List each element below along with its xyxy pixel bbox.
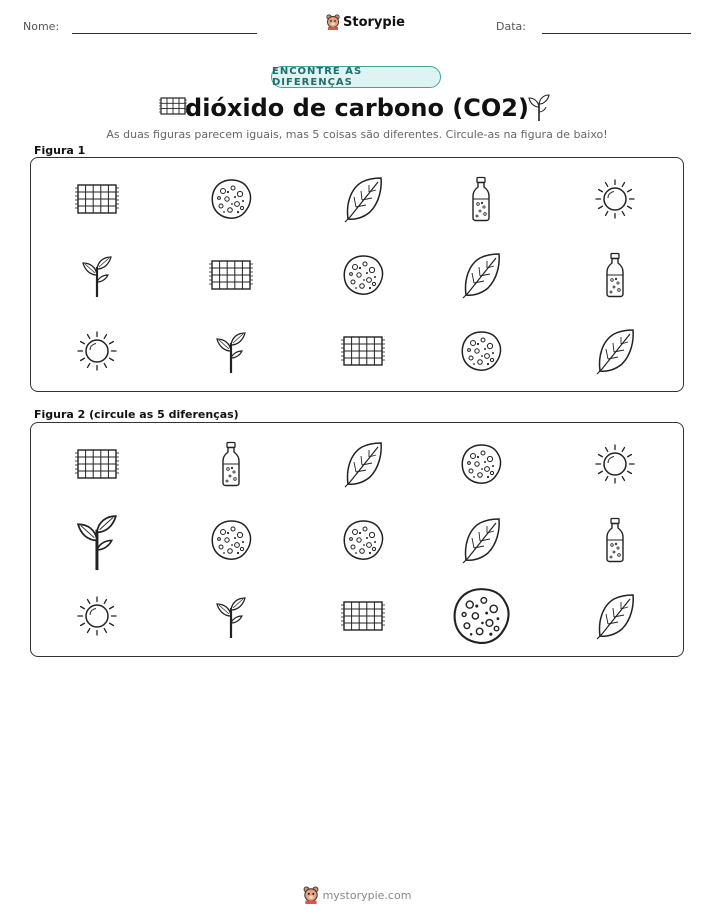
figure-1-leaf-icon[interactable] bbox=[332, 168, 394, 230]
logo-text: Storypie bbox=[343, 14, 405, 30]
date-line[interactable] bbox=[542, 33, 691, 34]
activity-badge: ENCONTRE AS DIFERENÇAS bbox=[271, 66, 441, 88]
figure-2-label: Figura 2 (circule as 5 diferenças) bbox=[34, 408, 239, 421]
figure-1-label: Figura 1 bbox=[34, 144, 86, 157]
storypie-logo bbox=[326, 14, 405, 30]
figure-2-cookie-large-icon[interactable] bbox=[450, 585, 512, 647]
figure-2-bottle-icon[interactable] bbox=[200, 433, 262, 495]
figure-1-leaf-icon[interactable] bbox=[450, 244, 512, 306]
figure-2-sun-icon[interactable] bbox=[584, 433, 646, 495]
figure-1-panel[interactable] bbox=[30, 157, 684, 392]
figure-2-cookie-icon[interactable] bbox=[200, 509, 262, 571]
figure-2-leaf-icon[interactable] bbox=[450, 509, 512, 571]
bear-icon bbox=[326, 14, 340, 30]
figure-1-leaf-icon[interactable] bbox=[584, 320, 646, 382]
figure-1-grid-mat-icon[interactable] bbox=[200, 244, 262, 306]
figure-2-sun-icon[interactable] bbox=[66, 585, 128, 647]
name-label: Nome: bbox=[23, 20, 60, 33]
page-title: dióxido de carbono (CO2) bbox=[185, 94, 529, 122]
figure-2-leaf-icon[interactable] bbox=[584, 585, 646, 647]
sprout-icon bbox=[526, 92, 552, 122]
figure-2-cookie-icon[interactable] bbox=[450, 433, 512, 495]
figure-2-bottle-icon[interactable] bbox=[584, 509, 646, 571]
figure-2-grid-mat-icon[interactable] bbox=[332, 585, 394, 647]
figure-2-cookie-icon[interactable] bbox=[332, 509, 394, 571]
figure-1-bottle-icon[interactable] bbox=[450, 168, 512, 230]
figure-1-cookie-icon[interactable] bbox=[450, 320, 512, 382]
instructions: As duas figuras parecem iguais, mas 5 coisas são diferentes. Circule-as na figura de baixo! bbox=[106, 128, 608, 141]
footer-url: mystorypie.com bbox=[322, 888, 412, 902]
figure-1-sprout-icon[interactable] bbox=[66, 244, 128, 306]
figure-2-sprout-icon[interactable] bbox=[200, 585, 262, 647]
figure-1-cookie-icon[interactable] bbox=[332, 244, 394, 306]
figure-1-sprout-icon[interactable] bbox=[200, 320, 262, 382]
figure-2-sprout-large-icon[interactable] bbox=[66, 509, 128, 571]
figure-1-sun-icon[interactable] bbox=[584, 168, 646, 230]
date-label: Data: bbox=[496, 20, 526, 33]
figure-1-sun-icon[interactable] bbox=[66, 320, 128, 382]
figure-1-grid-mat-icon[interactable] bbox=[66, 168, 128, 230]
figure-2-grid-mat-icon[interactable] bbox=[66, 433, 128, 495]
figure-2-leaf-icon[interactable] bbox=[332, 433, 394, 495]
figure-1-bottle-icon[interactable] bbox=[584, 244, 646, 306]
figure-1-cookie-icon[interactable] bbox=[200, 168, 262, 230]
figure-1-grid-mat-icon[interactable] bbox=[332, 320, 394, 382]
figure-2-panel[interactable] bbox=[30, 422, 684, 657]
name-line[interactable] bbox=[72, 33, 257, 34]
bear-icon bbox=[303, 886, 319, 904]
footer bbox=[0, 886, 714, 904]
